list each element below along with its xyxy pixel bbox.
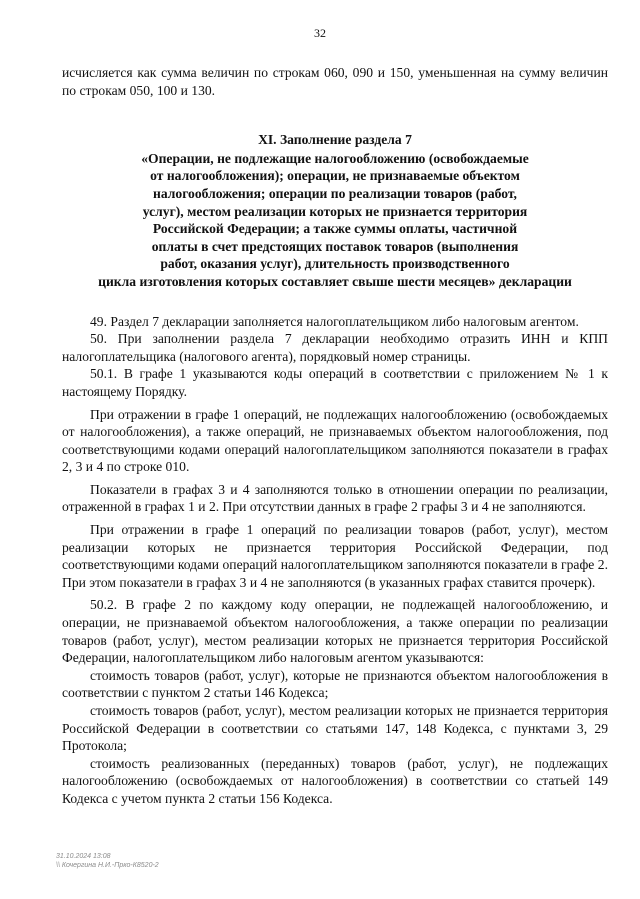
section-subtitle-line: оплаты в счет предстоящих поставок товаров (выполнения [151, 238, 519, 254]
section-heading [62, 131, 608, 290]
paragraph-50-1: 50.1. В графе 1 указываются коды операций в соответствии с приложением № 1 к настоящему Порядку. [62, 366, 608, 399]
paragraph-50-2: 50.2. В графе 2 по каждому коду операции, не подлежащей налогообложению, и операции, не признаваемой объектом налогообложения, а также операции по реализации товаров (работ, услуг), местом реализации которых не признается территория Российской Федерации, налогоплательщиком либо налоговым агентом указываются: [62, 597, 608, 666]
document-body [62, 64, 608, 808]
print-timestamp: 31.10.2024 13:08 [56, 853, 111, 860]
list-item-cost-147-148: стоимость товаров (работ, услуг), местом реализации которых не признается территория Российской Федерации в соответствии со статьями 147, 148 Кодекса, с пунктами 3, 29 Протокола; [62, 703, 608, 754]
section-subtitle-line: услуг), местом реализации которых не признается территория [142, 203, 528, 219]
paragraph-graphs-3-4: Показатели в графах 3 и 4 заполняются только в отношении операции по реализации, отраженной в графах 1 и 2. При отсутствии данных в графе 2 графы 3 и 4 не заполняются. [62, 481, 608, 515]
section-subtitle-line: налогообложения; операции по реализации товаров (работ, [153, 185, 517, 201]
paragraph-graph1-exempt: При отражении в графе 1 операций, не подлежащих налогообложению (освобождаемых от налогообложения), а также операций, не признаваемых объектом налогообложения, под соответствующими кодами операций налогоплательщиком заполняются показатели в графах 2, 3 и 4 по строке 010. [62, 406, 608, 475]
section-subtitle-line: Российской Федерации; а также суммы оплаты, частичной [152, 221, 518, 237]
list-item-cost-149: стоимость реализованных (переданных) товаров (работ, услуг), не подлежащих налогообложению (освобождаемых от налогообложения) в соответствии со статьей 149 Кодекса с учетом пункта 2 статьи 156 Кодекса. [62, 755, 608, 806]
print-stamp [56, 852, 159, 870]
section-subtitle-line: «Операции, не подлежащие налогообложению (освобождаемые [141, 150, 529, 166]
section-subtitle-line: цикла изготовления которых составляет свыше шести месяцев» декларации [98, 273, 572, 289]
paragraph-50: 50. При заполнении раздела 7 декларации необходимо отразить ИНН и КПП налогоплательщика (налогового агента), порядковый номер страницы. [62, 331, 608, 364]
intro-paragraph: исчисляется как сумма величин по строкам 060, 090 и 150, уменьшенная на сумму величин по строкам 050, 100 и 130. [62, 65, 608, 98]
list-item-cost-146: стоимость товаров (работ, услуг), которые не признаются объектом налогообложения в соответствии с пунктом 2 статьи 146 Кодекса; [62, 667, 608, 701]
page-number: 32 [314, 26, 326, 40]
section-subtitle-line: от налогообложения); операции, не признаваемые объектом [150, 168, 520, 184]
print-file-path: \\ Кочергина Н.И.-Прко-К8520-2 [56, 862, 159, 869]
section-subtitle-line: работ, оказания услуг), длительность производственного [160, 256, 510, 272]
paragraph-graph1-foreign: При отражении в графе 1 операций по реализации товаров (работ, услуг), местом реализации которых не признается территория Российской Федерации, под соответствующими кодами операций налогоплательщиком заполняются показатели в графе 2. При этом показатели в графах 3 и 4 не заполняются (в указанных графах ставится прочерк). [62, 522, 608, 590]
section-title: XI. Заполнение раздела 7 [258, 132, 412, 148]
paragraph-49: 49. Раздел 7 декларации заполняется налогоплательщиком либо налоговым агентом. [90, 313, 579, 329]
